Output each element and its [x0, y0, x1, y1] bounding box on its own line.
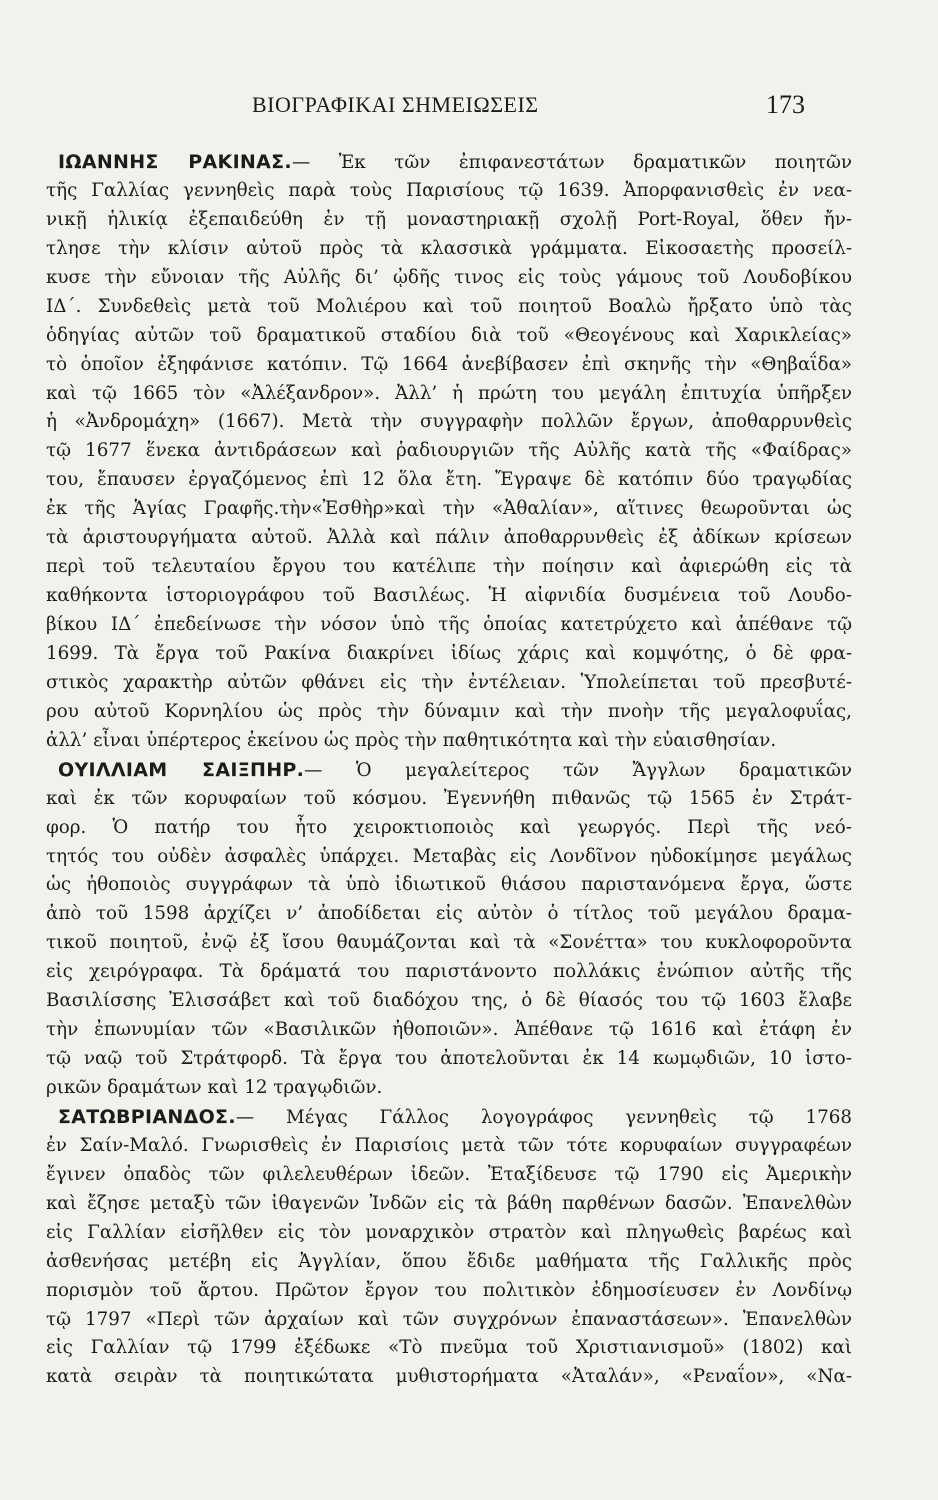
text-line: εἰς Γαλλίαν τῷ 1799 ἐξέδωκε «Τὸ πνεῦμα τοῦ Χριστιανισμοῦ» (1802) καὶ: [46, 1337, 852, 1359]
text-line: τητός του οὐδὲν ἀσφαλὲς ὑπάρχει. Μεταβὰς εἰς Λονδῖνον ηὐδοκίμησε μεγάλως: [46, 845, 852, 867]
text-line: νικῇ ἡλικίᾳ ἐξεπαιδεύθη ἐν τῇ μοναστηριακῇ σχολῇ Port-Royal, ὅθεν ἤν-: [46, 208, 852, 230]
text-line: ἔγινεν ὀπαδὸς τῶν φιλελευθέρων ἰδεῶν. Ἐταξίδευσε τῷ 1790 εἰς Ἀμερικὴν: [46, 1163, 852, 1185]
text-line: φορ. Ὁ πατήρ του ἦτο χειροκτιοποιὸς καὶ γεωργός. Περὶ τῆς νεό-: [46, 816, 852, 838]
text-line: τῷ ναῷ τοῦ Στράτφορδ. Τὰ ἔργα του ἀποτελοῦνται ἐκ 14 κωμῳδιῶν, 10 ἱστο-: [46, 1048, 852, 1070]
text-line: πορισμὸν τοῦ ἄρτου. Πρῶτον ἔργον του πολιτικὸν ἐδημοσίευσεν ἐν Λονδίνῳ: [46, 1279, 852, 1301]
text-line: του, ἔπαυσεν ἐργαζόμενος ἐπὶ 12 ὅλα ἔτη. Ἔγραψε δὲ κατόπιν δύο τραγῳδίας: [46, 469, 852, 491]
text-line: καὶ ἔζησε μεταξὺ τῶν ἰθαγενῶν Ἰνδῶν εἰς τὰ βάθη παρθένων δασῶν. Ἐπανελθὼν: [46, 1192, 852, 1214]
text-line: Βασιλίσσης Ἐλισσάβετ καὶ τοῦ διαδόχου της, ὁ δὲ θίασός του τῷ 1603 ἔλαβε: [46, 990, 852, 1012]
entry-heading: ΟΥΙΛΛΙΑΜ ΣΑΙΞΠΗΡ.: [58, 758, 305, 781]
text-line: τῆς Γαλλίας γεννηθεὶς παρὰ τοὺς Παρισίους τῷ 1639. Ἀπορφανισθεὶς ἐν νεα-: [46, 179, 852, 201]
running-title: ΒΙΟΓΡΑΦΙΚΑΙ ΣΗΜΕΙΩΣΕΙΣ: [252, 92, 539, 117]
text-line: ἀσθενήσας μετέβη εἰς Ἀγγλίαν, ὅπου ἔδιδε μαθήματα τῆς Γαλλικῆς πρὸς: [46, 1250, 852, 1272]
text-line: ΙΔ΄. Συνδεθεὶς μετὰ τοῦ Μολιέρου καὶ τοῦ ποιητοῦ Βοαλὼ ἤρξατο ὑπὸ τὰς: [46, 295, 852, 317]
entry-first-line: [46, 756, 852, 785]
text-line: περὶ τοῦ τελευταίου ἔργου του κατέλιπε τὴν ποίησιν καὶ ἀφιερώθη εἰς τὰ: [46, 556, 852, 578]
text-line: καὶ ἐκ τῶν κορυφαίων τοῦ κόσμου. Ἐγεννήθη πιθανῶς τῷ 1565 ἐν Στράτ-: [46, 787, 852, 809]
text-line: κατὰ σειρὰν τὰ ποιητικώτατα μυθιστορήματα «Ἀταλάν», «Ρεναΐον», «Να-: [46, 1366, 852, 1388]
text-line: ὡς ἠθοποιὸς συγγράφων τὰ ὑπὸ ἰδιωτικοῦ θιάσου παριστανόμενα ἔργα, ὥστε: [46, 874, 852, 896]
page-number: 173: [766, 90, 805, 119]
entry-text: — Μέγας Γάλλος λογογράφος γεννηθεὶς τῷ 1768: [235, 1106, 852, 1128]
text-line: ὁδηγίας αὐτῶν τοῦ δραματικοῦ σταδίου διὰ τοῦ «Θεογένους καὶ Χαρικλείας»: [46, 324, 852, 346]
running-head: [0, 92, 938, 122]
text-line: τῷ 1797 «Περὶ τῶν ἀρχαίων καὶ τῶν συγχρόνων ἐπαναστάσεων». Ἐπανελθὼν: [46, 1308, 852, 1330]
text-line: καθήκοντα ἱστοριογράφου τοῦ Βασιλέως. Ἡ αἰφνιδία δυσμένεια τοῦ Λουδο-: [46, 585, 852, 607]
text-line: εἰς χειρόγραφα. Τὰ δράματά του παριστάνοντο πολλάκις ἐνώπιον αὐτῆς τῆς: [46, 961, 852, 983]
text-line: ἡ «Ἀνδρομάχη» (1667). Μετὰ τὴν συγγραφὴν πολλῶν ἔργων, ἀποθαρρυνθεὶς: [46, 411, 852, 433]
text-line: ρικῶν δραμάτων καὶ 12 τραγῳδιῶν.: [46, 1077, 383, 1098]
text-line: 1699. Τὰ ἔργα τοῦ Ρακίνα διακρίνει ἰδίως χάρις καὶ κομψότης, ὁ δὲ φρα-: [46, 642, 852, 664]
text-line: τῷ 1677 ἕνεκα ἀντιδράσεων καὶ ῥαδιουργιῶν τῆς Αὐλῆς κατὰ τῆς «Φαίδρας»: [46, 440, 852, 462]
text-line: ἀπὸ τοῦ 1598 ἀρχίζει ν’ ἀποδίδεται εἰς αὐτὸν ὁ τίτλος τοῦ μεγάλου δραμα-: [46, 903, 852, 925]
text-line: τὴν ἐπωνυμίαν τῶν «Βασιλικῶν ἠθοποιῶν». Ἀπέθανε τῷ 1616 καὶ ἐτάφη ἐν: [46, 1019, 852, 1041]
text-line: στικὸς χαρακτὴρ αὐτῶν φθάνει εἰς τὴν ἐντέλειαν. Ὑπολείπεται τοῦ πρεσβυτέ-: [46, 671, 852, 693]
text-line: κυσε τὴν εὔνοιαν τῆς Αὐλῆς δι’ ᾠδῆς τινος εἰς τοὺς γάμους τοῦ Λουδοβίκου: [46, 266, 852, 288]
text-line: βίκου ΙΔ΄ ἐπεδείνωσε τὴν νόσον ὑπὸ τῆς ὁποίας κατετρύχετο καὶ ἀπέθανε τῷ: [46, 614, 852, 635]
text-line: ἐν Σαίν-Μαλό. Γνωρισθεὶς ἐν Παρισίοις μετὰ τῶν τότε κορυφαίων συγγραφέων: [46, 1134, 852, 1156]
text-line: ἐκ τῆς Ἁγίας Γραφῆς.τὴν«Ἐσθὴρ»καὶ τὴν «Ἀθαλίαν», αἵτινες θεωροῦνται ὡς: [46, 498, 852, 520]
entry-first-line: [46, 148, 852, 177]
text-line: εἰς Γαλλίαν εἰσῆλθεν εἰς τὸν μοναρχικὸν στρατὸν καὶ πληγωθεὶς βαρέως καὶ: [46, 1221, 852, 1243]
entry-first-line: [46, 1103, 852, 1132]
entry-text: — Ἐκ τῶν ἐπιφανεστάτων δραματικῶν ποιητῶν: [291, 152, 852, 173]
entry-heading: ΣΑΤΩΒΡΙΑΝΔΟΣ.: [58, 1105, 236, 1128]
text-line: ρου αὐτοῦ Κορνηλίου ὡς πρὸς τὴν δύναμιν καὶ τὴν πνοὴν τῆς μεγαλοφυΐας,: [46, 700, 852, 722]
text-line: τὰ ἀριστουργήματα αὐτοῦ. Ἀλλὰ καὶ πάλιν ἀποθαρρυνθεὶς ἐξ ἀδίκων κρίσεων: [46, 527, 852, 549]
text-line: τικοῦ ποιητοῦ, ἐνῷ ἐξ ἴσου θαυμάζονται καὶ τὰ «Σονέττα» του κυκλοφοροῦντα: [46, 932, 852, 954]
text-line: τὸ ὁποῖον ἐξηφάνισε κατόπιν. Τῷ 1664 ἀνεβίβασεν ἐπὶ σκηνῆς τὴν «Θηβαΐδα»: [46, 353, 852, 375]
text-line: τλησε τὴν κλίσιν αὐτοῦ πρὸς τὰ κλασσικὰ γράμματα. Εἰκοσαετὴς προσείλ-: [46, 237, 852, 259]
body-text: [46, 148, 852, 1392]
text-line: καὶ τῷ 1665 τὸν «Ἀλέξανδρον». Ἀλλ’ ἡ πρώτη του μεγάλη ἐπιτυχία ὑπῆρξεν: [46, 382, 852, 404]
entry-heading: ΙΩΑΝΝΗΣ ΡΑΚΙΝΑΣ.: [58, 151, 292, 173]
entry-text: — Ὁ μεγαλείτερος τῶν Ἄγγλων δραματικῶν: [304, 759, 852, 781]
text-line: ἀλλ’ εἶναι ὑπέρτερος ἐκείνου ὡς πρὸς τὴν παθητικότητα καὶ τὴν εὐαισθησίαν.: [46, 729, 777, 751]
